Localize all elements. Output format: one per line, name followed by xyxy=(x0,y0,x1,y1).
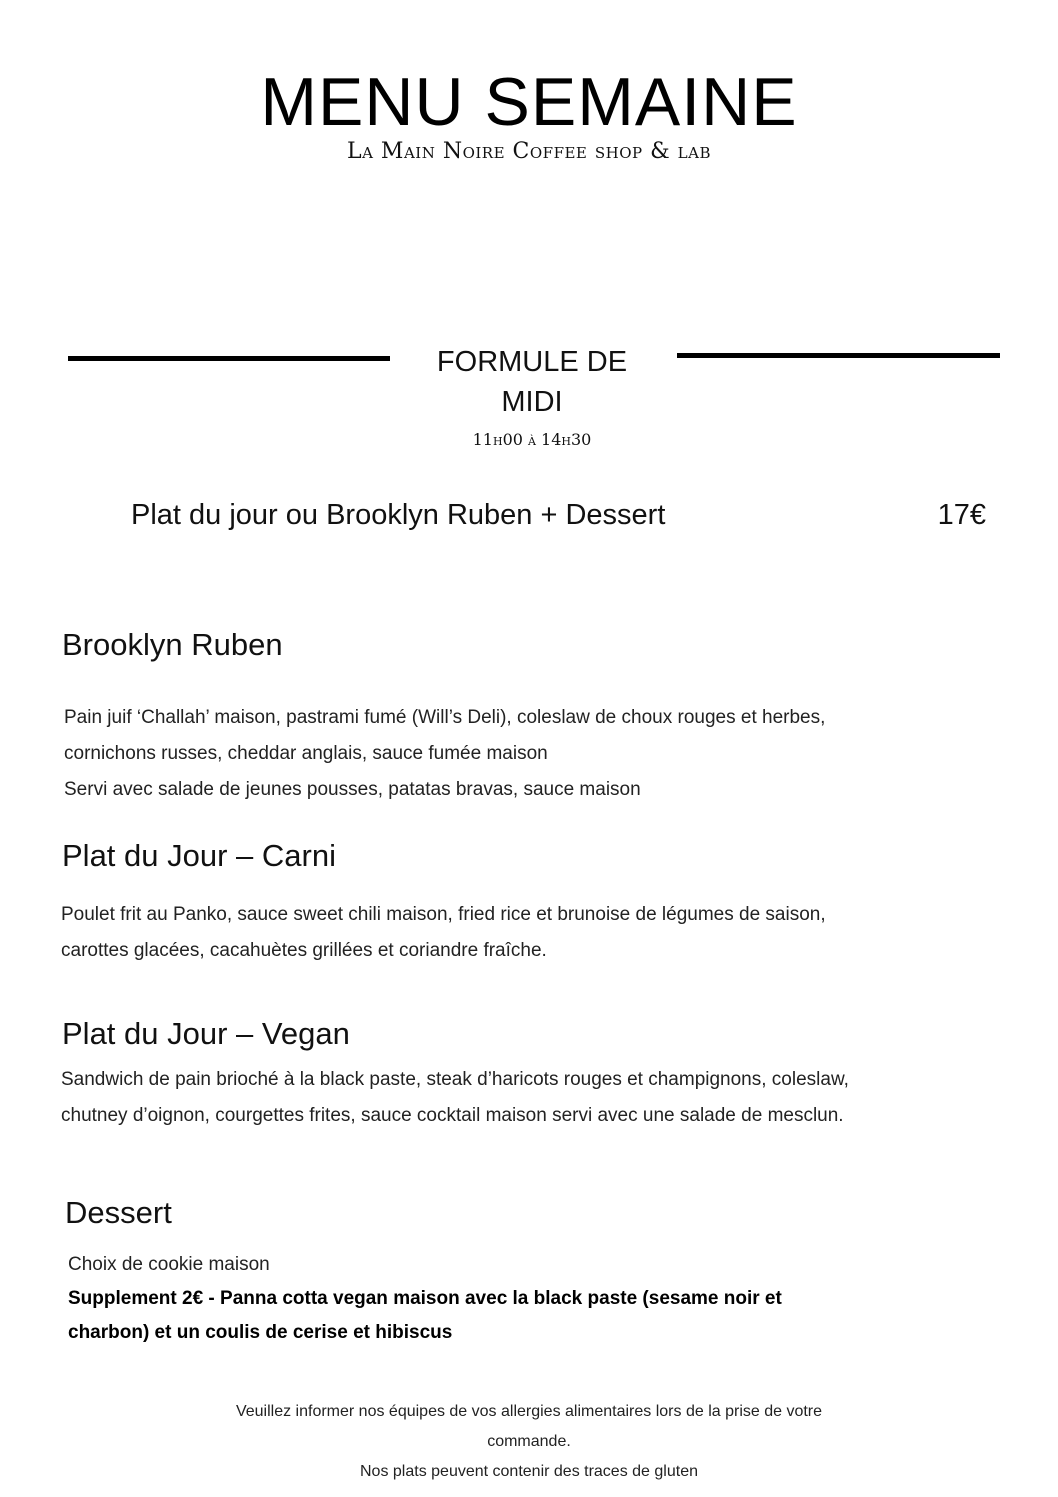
section-description-dessert xyxy=(68,1248,782,1350)
menu-subtitle: La Main Noire Coffee shop & lab xyxy=(346,139,712,164)
allergy-notice-line2: commande. xyxy=(487,1433,571,1450)
description-line: Sandwich de pain brioché à la black paste, steak d’haricots rouges et champignons, coleslaw, xyxy=(61,1069,849,1090)
description-line: carottes glacées, cacahuètes grillées et coriandre fraîche. xyxy=(61,940,547,961)
description-line: Poulet frit au Panko, sauce sweet chili maison, fried rice et brunoise de légumes de saison, xyxy=(61,904,826,925)
section-description-carni xyxy=(61,897,826,969)
allergy-notice xyxy=(0,1397,1058,1487)
section-title-carni: Plat du Jour – Carni xyxy=(62,838,336,873)
section-title-brooklyn-ruben: Brooklyn Ruben xyxy=(62,627,283,662)
formule-hours: 11h00 à 14h30 xyxy=(472,430,592,449)
menu-title: MENU SEMAINE xyxy=(260,64,798,140)
supplement-line: charbon) et un coulis de cerise et hibiscus xyxy=(68,1322,453,1343)
description-line: Servi avec salade de jeunes pousses, patatas bravas, sauce maison xyxy=(64,779,641,800)
section-title-dessert: Dessert xyxy=(65,1195,172,1230)
supplement-line: Supplement 2€ - Panna cotta vegan maison avec la black paste (sesame noir et xyxy=(68,1288,782,1309)
allergy-notice-line1: Veuillez informer nos équipes de vos allergies alimentaires lors de la prise de votre xyxy=(235,1403,823,1420)
formule-price: 17€ xyxy=(937,499,986,531)
description-line: cornichons russes, cheddar anglais, sauce fumée maison xyxy=(64,743,548,764)
section-description-brooklyn-ruben xyxy=(64,700,825,808)
formule-title-line2: MIDI xyxy=(501,386,563,418)
description-line: Choix de cookie maison xyxy=(68,1254,270,1275)
gluten-notice: Nos plats peuvent contenir des traces de gluten xyxy=(360,1463,698,1480)
formule-offer: Plat du jour ou Brooklyn Ruben + Dessert xyxy=(131,499,666,531)
section-description-vegan xyxy=(61,1062,849,1134)
divider-right xyxy=(677,353,1000,358)
section-title-vegan: Plat du Jour – Vegan xyxy=(62,1016,350,1051)
divider-left xyxy=(68,356,390,361)
description-line: chutney d’oignon, courgettes frites, sauce cocktail maison servi avec une salade de mesclun. xyxy=(61,1105,844,1126)
formule-title xyxy=(412,342,652,422)
formule-title-line1: FORMULE DE xyxy=(436,346,628,378)
description-line: Pain juif ‘Challah’ maison, pastrami fumé (Will’s Deli), coleslaw de choux rouges et herbes, xyxy=(64,707,826,728)
